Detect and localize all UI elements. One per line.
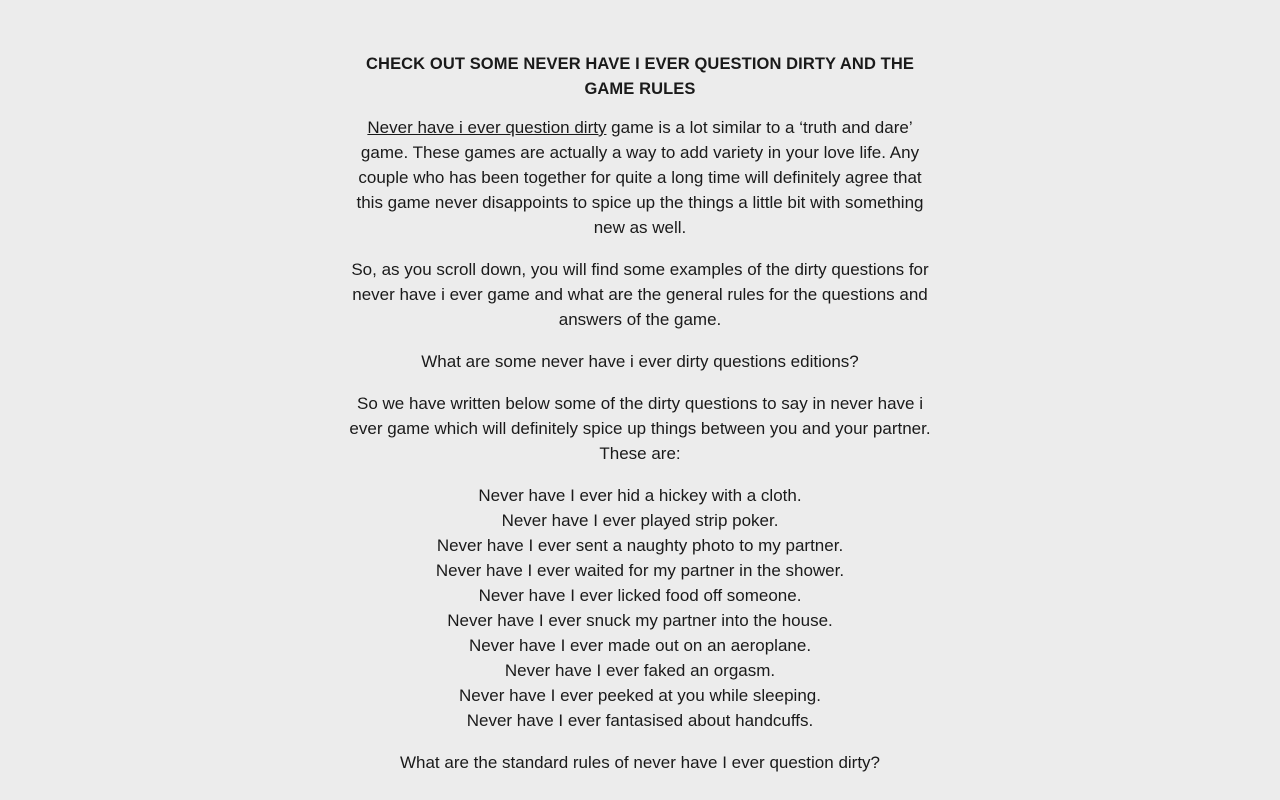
scroll-paragraph: So, as you scroll down, you will find some examples of the dirty questions for never have i ever game and what are the general rules for the questions and answers of the game. bbox=[351, 260, 929, 329]
list-item: Never have I ever played strip poker. bbox=[501, 511, 779, 530]
list-item: Never have I ever faked an orgasm. bbox=[504, 661, 776, 680]
questions-intro-tail: These are: bbox=[599, 444, 681, 463]
intro-text: game is a lot similar to a ‘truth and dare’ game. These games are actually a way to add variety in your love life. Any couple who has been together for quite a long time will definitely agree that this game never disappoints to spice up the things a little bit with something new as well. bbox=[356, 118, 924, 237]
list-item: Never have I ever sent a naughty photo to my partner. bbox=[436, 536, 844, 555]
article-heading: CHECK OUT SOME NEVER HAVE I EVER QUESTION DIRTY AND THE GAME RULES bbox=[366, 55, 914, 98]
list-item: Never have I ever peeked at you while sleeping. bbox=[459, 686, 821, 705]
list-item: Never have I ever waited for my partner in the shower. bbox=[435, 561, 845, 580]
questions-intro-text: So we have written below some of the dirty questions to say in never have i ever game which will definitely spice up things between you and your partner. bbox=[349, 394, 931, 438]
list-item: Never have I ever hid a hickey with a cloth. bbox=[478, 486, 802, 505]
list-item: Never have I ever made out on an aeroplane. bbox=[468, 636, 812, 655]
list-item: Never have I ever licked food off someone. bbox=[478, 586, 802, 605]
intro-link[interactable]: Never have i ever question dirty bbox=[367, 118, 607, 137]
questions-list bbox=[340, 483, 940, 733]
questions-subheading: What are some never have i ever dirty questions editions? bbox=[421, 352, 859, 371]
rules-subheading: What are the standard rules of never have I ever question dirty? bbox=[399, 753, 881, 772]
intro-paragraph bbox=[340, 115, 940, 240]
list-item: Never have I ever snuck my partner into the house. bbox=[447, 611, 833, 630]
article bbox=[340, 52, 940, 792]
questions-intro-paragraph bbox=[340, 391, 940, 466]
list-item: Never have I ever fantasised about handcuffs. bbox=[466, 711, 814, 730]
